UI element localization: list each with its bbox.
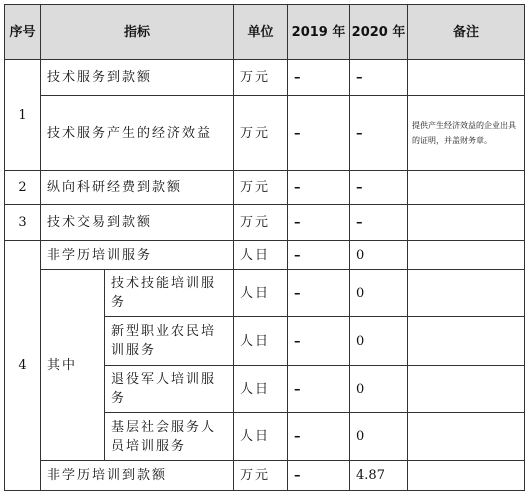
indicator-cell: 纵向科研经费到款额 (41, 171, 234, 205)
table-row (5, 205, 525, 241)
unit-cell: 人日 (234, 366, 288, 413)
header-2020: 2020 年 (350, 5, 408, 60)
table-row (5, 96, 525, 171)
indicator-cell: 技术服务产生的经济效益 (41, 96, 234, 171)
value-2020-cell: – (350, 205, 408, 241)
unit-cell: 万元 (234, 96, 288, 171)
table-row (5, 270, 525, 317)
indicator-cell: 基层社会服务人员培训服务 (105, 413, 234, 461)
unit-cell: 人日 (234, 270, 288, 317)
value-2020-cell: 0 (350, 270, 408, 317)
header-remark: 备注 (408, 5, 525, 60)
remark-cell (408, 241, 525, 270)
seq-cell: 4 (5, 241, 41, 491)
unit-cell: 万元 (234, 171, 288, 205)
table-row (5, 241, 525, 270)
value-2020-cell: 0 (350, 317, 408, 366)
seq-cell: 1 (5, 60, 41, 171)
table-row (5, 461, 525, 491)
indicator-cell: 非学历培训到款额 (41, 461, 234, 491)
indicator-cell: 非学历培训服务 (41, 241, 234, 270)
unit-cell: 人日 (234, 413, 288, 461)
value-2020-cell: 0 (350, 413, 408, 461)
seq-cell: 2 (5, 171, 41, 205)
sub-group-label: 其中 (41, 270, 105, 461)
indicator-table (4, 4, 525, 491)
unit-cell: 万元 (234, 205, 288, 241)
table-row (5, 171, 525, 205)
remark-cell (408, 317, 525, 366)
header-unit: 单位 (234, 5, 288, 60)
remark-cell (408, 461, 525, 491)
remark-cell (408, 205, 525, 241)
remark-cell (408, 270, 525, 317)
value-2019-cell: – (288, 60, 350, 96)
header-indicator: 指标 (41, 5, 234, 60)
value-2019-cell: – (288, 366, 350, 413)
seq-cell: 3 (5, 205, 41, 241)
header-seq: 序号 (5, 5, 41, 60)
value-2019-cell: – (288, 461, 350, 491)
unit-cell: 人日 (234, 317, 288, 366)
remark-cell (408, 60, 525, 96)
indicator-cell: 技术交易到款额 (41, 205, 234, 241)
indicator-cell: 技术服务到款额 (41, 60, 234, 96)
value-2020-cell: – (350, 60, 408, 96)
value-2019-cell: – (288, 96, 350, 171)
indicator-cell: 新型职业农民培训服务 (105, 317, 234, 366)
table-row (5, 60, 525, 96)
value-2019-cell: – (288, 171, 350, 205)
indicator-cell: 退役军人培训服务 (105, 366, 234, 413)
value-2019-cell: – (288, 413, 350, 461)
value-2020-cell: 0 (350, 241, 408, 270)
remark-cell (408, 366, 525, 413)
value-2019-cell: – (288, 205, 350, 241)
value-2020-cell: – (350, 96, 408, 171)
value-2019-cell: – (288, 317, 350, 366)
header-2019: 2019 年 (288, 5, 350, 60)
value-2020-cell: 4.87 (350, 461, 408, 491)
indicator-cell: 技术技能培训服务 (105, 270, 234, 317)
value-2020-cell: – (350, 171, 408, 205)
remark-cell (408, 413, 525, 461)
unit-cell: 人日 (234, 241, 288, 270)
value-2020-cell: 0 (350, 366, 408, 413)
header-row (5, 5, 525, 60)
unit-cell: 万元 (234, 461, 288, 491)
value-2019-cell: – (288, 270, 350, 317)
remark-cell: 提供产生经济效益的企业出具的证明，并盖财务章。 (408, 96, 525, 171)
remark-cell (408, 171, 525, 205)
unit-cell: 万元 (234, 60, 288, 96)
value-2019-cell: – (288, 241, 350, 270)
